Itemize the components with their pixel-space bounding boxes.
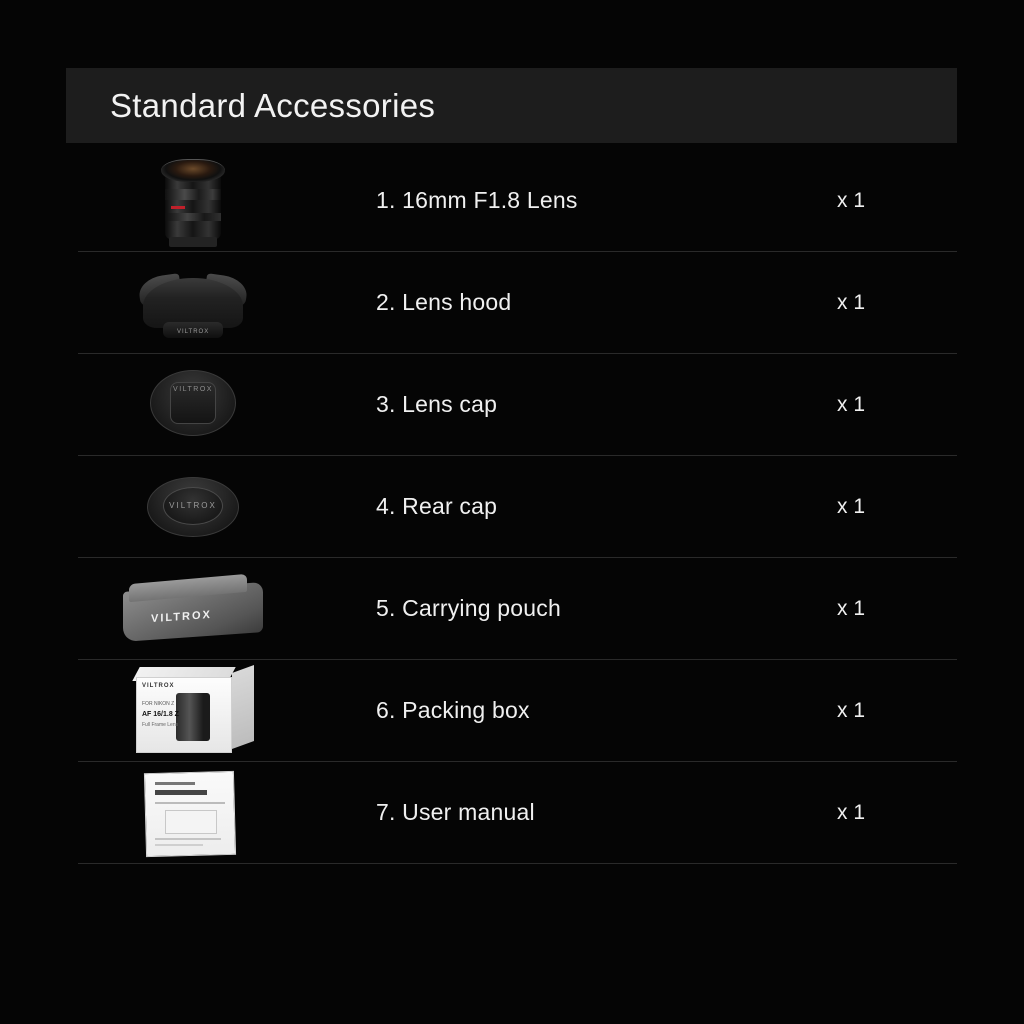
box-brand-mark: VILTROX [142, 682, 175, 689]
table-row [78, 762, 957, 864]
accessory-quantity: x 1 [837, 290, 866, 314]
accessories-list [78, 150, 957, 864]
table-row [78, 354, 957, 456]
rear-cap-brand-mark: VILTROX [169, 500, 217, 510]
table-row [78, 456, 957, 558]
accessory-label: 4. Rear cap [376, 493, 498, 519]
page-title: Standard Accessories [110, 86, 436, 124]
accessory-thumbnail [78, 558, 308, 659]
box-line-2: AF 16/1.8 Z [142, 710, 179, 718]
accessory-quantity: x 1 [837, 596, 866, 620]
section-header [66, 68, 957, 143]
hood-brand-mark: VILTROX [177, 328, 210, 335]
rear-cap-icon [147, 467, 239, 547]
table-row [78, 660, 957, 762]
table-row [78, 252, 957, 354]
accessory-quantity: x 1 [837, 494, 866, 518]
user-manual-icon [145, 766, 241, 860]
accessory-thumbnail [78, 150, 308, 251]
accessory-thumbnail [78, 456, 308, 557]
accessory-thumbnail [78, 660, 308, 761]
table-row [78, 558, 957, 660]
accessory-thumbnail [78, 354, 308, 455]
box-line-1: FOR NIKON Z [142, 700, 175, 707]
accessory-label: 5. Carrying pouch [376, 595, 561, 621]
accessory-quantity: x 1 [837, 188, 866, 212]
accessory-thumbnail [78, 762, 308, 863]
accessory-label: 1. 16mm F1.8 Lens [376, 187, 578, 213]
accessory-quantity: x 1 [837, 392, 866, 416]
cap-brand-mark: VILTROX [173, 385, 213, 393]
accessory-label: 7. User manual [376, 799, 535, 825]
lens-icon [157, 151, 229, 251]
box-line-3: Full Frame Lens [142, 721, 179, 728]
table-row [78, 150, 957, 252]
lens-cap-icon [150, 362, 236, 448]
accessory-label: 6. Packing box [376, 697, 530, 723]
accessory-quantity: x 1 [837, 698, 866, 722]
accessory-label: 3. Lens cap [376, 391, 498, 417]
accessory-label: 2. Lens hood [376, 289, 512, 315]
accessory-thumbnail [78, 252, 308, 353]
packing-box-icon [128, 659, 258, 763]
pouch-brand-mark: VILTROX [151, 608, 212, 625]
pouch-icon [123, 573, 263, 645]
lens-hood-icon [137, 264, 249, 342]
accessory-quantity: x 1 [837, 800, 866, 824]
